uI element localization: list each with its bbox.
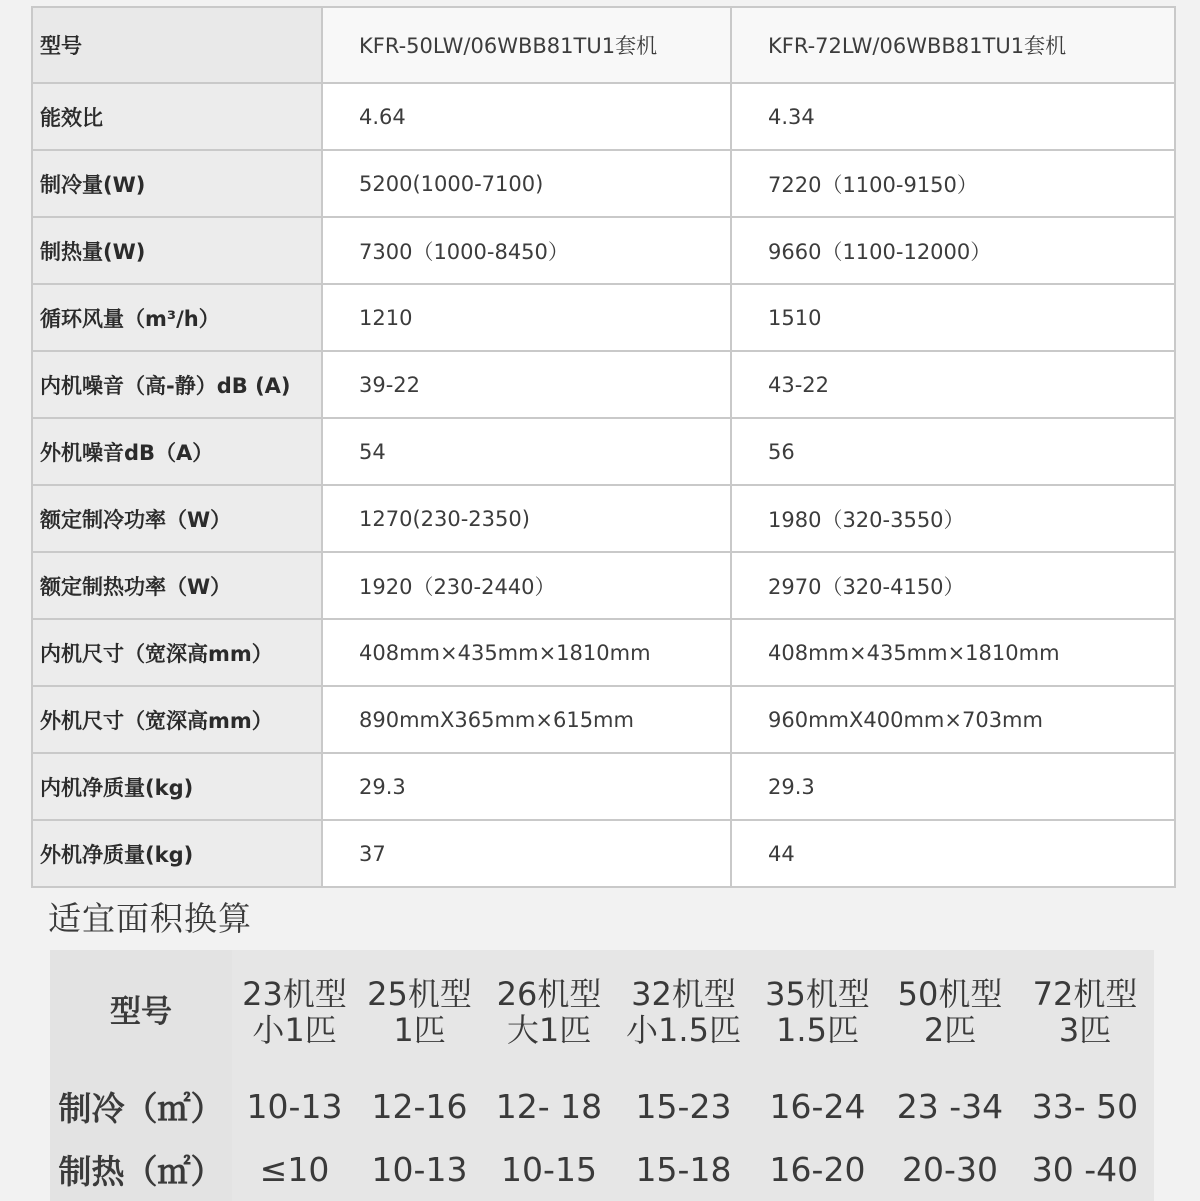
- area-heating-label: 制热（㎡）: [50, 1138, 232, 1201]
- spec-row-label: 内机尺寸（宽深高mm）: [32, 619, 322, 686]
- area-model-code: 23机型: [242, 975, 347, 1014]
- area-table: [50, 950, 1154, 1201]
- spec-row: [32, 284, 1175, 351]
- spec-row-value-b: 1980（320-3550）: [731, 485, 1175, 552]
- area-heating-value: 10-15: [501, 1149, 597, 1189]
- spec-row: [32, 83, 1175, 150]
- spec-row-value-a: 7300（1000-8450）: [322, 217, 731, 284]
- spec-row-value-b: 44: [731, 820, 1175, 887]
- area-model-hp: 1匹: [393, 1011, 446, 1050]
- spec-row-value-b: 29.3: [731, 753, 1175, 820]
- area-model-code: 32机型: [631, 975, 736, 1014]
- area-cooling-value: 23 -34: [896, 1086, 1004, 1126]
- spec-row: [32, 485, 1175, 552]
- area-heating-value: 15-18: [635, 1149, 732, 1189]
- spec-row-value-a: 1270(230-2350): [322, 485, 731, 552]
- area-cooling-label: 制冷（㎡）: [50, 1074, 232, 1137]
- area-model-hp: 1.5匹: [776, 1011, 859, 1050]
- spec-header-model-a: KFR-50LW/06WBB81TU1套机: [322, 7, 731, 83]
- spec-row-value-a: 29.3: [322, 753, 731, 820]
- spec-row: [32, 552, 1175, 619]
- spec-row-value-a: 890mmX365mm×615mm: [322, 686, 731, 753]
- area-model-code: 26机型: [496, 975, 602, 1014]
- area-model-code: 35机型: [765, 975, 870, 1014]
- area-model-hp: 小1.5匹: [626, 1011, 741, 1050]
- spec-row-label: 制热量(W): [32, 217, 322, 284]
- area-model-code: 25机型: [367, 975, 472, 1014]
- area-cooling-value: 10-13: [246, 1086, 343, 1126]
- spec-row-label: 制冷量(W): [32, 150, 322, 217]
- area-model-cell: [357, 950, 482, 1074]
- spec-row: [32, 418, 1175, 485]
- spec-row-value-a: 408mm×435mm×1810mm: [322, 619, 731, 686]
- area-cooling-value: 33- 50: [1031, 1086, 1139, 1126]
- area-model-cell: [482, 950, 616, 1074]
- area-model-hp: 2匹: [923, 1011, 977, 1050]
- spec-row-value-a: 5200(1000-7100): [322, 150, 731, 217]
- area-cooling-value: 12- 18: [495, 1086, 603, 1126]
- area-cooling-value: 15-23: [635, 1086, 732, 1126]
- spec-row-value-b: 43-22: [731, 351, 1175, 418]
- area-model-cell: [751, 950, 884, 1074]
- spec-row-value-a: 37: [322, 820, 731, 887]
- spec-row-value-b: 960mmX400mm×703mm: [731, 686, 1175, 753]
- spec-row-value-a: 54: [322, 418, 731, 485]
- spec-row: [32, 150, 1175, 217]
- spec-row-label: 额定制冷功率（W）: [32, 485, 322, 552]
- spec-row: [32, 351, 1175, 418]
- spec-header-row: [32, 7, 1175, 83]
- spec-row-value-b: 9660（1100-12000）: [731, 217, 1175, 284]
- area-heating-value: 16-20: [769, 1149, 866, 1189]
- area-model-hp: 小1匹: [252, 1011, 337, 1050]
- area-heating-value: 20-30: [902, 1149, 998, 1189]
- spec-row-label: 能效比: [32, 83, 322, 150]
- spec-header-model-b: KFR-72LW/06WBB81TU1套机: [731, 7, 1175, 83]
- spec-row-label: 内机噪音（高-静）dB (A): [32, 351, 322, 418]
- area-model-code: 50机型: [897, 975, 1003, 1014]
- area-model-hp: 大1匹: [506, 1011, 592, 1050]
- spec-row-value-b: 7220（1100-9150）: [731, 150, 1175, 217]
- spec-row-value-b: 1510: [731, 284, 1175, 351]
- area-header-label: 型号: [50, 950, 232, 1074]
- spec-row-value-a: 39-22: [322, 351, 731, 418]
- area-model-cell: [232, 950, 357, 1074]
- spec-row: [32, 686, 1175, 753]
- spec-row: [32, 820, 1175, 887]
- spec-row-value-b: 2970（320-4150）: [731, 552, 1175, 619]
- spec-row-value-a: 1920（230-2440）: [322, 552, 731, 619]
- area-header-row: [50, 950, 1154, 1074]
- area-model-cell: [884, 950, 1016, 1074]
- spec-header-label: 型号: [32, 7, 322, 83]
- area-heating-value: ≤10: [259, 1149, 330, 1189]
- spec-row: [32, 619, 1175, 686]
- spec-row-label: 外机噪音dB（A）: [32, 418, 322, 485]
- area-heating-row: [50, 1138, 1154, 1201]
- spec-row-value-a: 1210: [322, 284, 731, 351]
- area-cooling-row: [50, 1074, 1154, 1137]
- spec-row-value-b: 56: [731, 418, 1175, 485]
- area-model-cell: [1016, 950, 1154, 1074]
- area-heating-value: 10-13: [371, 1149, 468, 1189]
- spec-row: [32, 217, 1175, 284]
- spec-row-label: 外机净质量(kg): [32, 820, 322, 887]
- spec-row-label: 循环风量（m³/h）: [32, 284, 322, 351]
- area-cooling-value: 16-24: [769, 1086, 866, 1126]
- spec-row: [32, 753, 1175, 820]
- area-model-code: 72机型: [1032, 975, 1138, 1014]
- area-model-cell: [616, 950, 751, 1074]
- area-model-hp: 3匹: [1058, 1011, 1112, 1050]
- area-heating-value: 30 -40: [1031, 1149, 1139, 1189]
- area-cooling-value: 12-16: [371, 1086, 468, 1126]
- spec-row-value-a: 4.64: [322, 83, 731, 150]
- area-section-title: 适宜面积换算: [48, 899, 252, 938]
- spec-row-value-b: 408mm×435mm×1810mm: [731, 619, 1175, 686]
- spec-table: [31, 6, 1176, 888]
- spec-row-label: 外机尺寸（宽深高mm）: [32, 686, 322, 753]
- spec-row-label: 内机净质量(kg): [32, 753, 322, 820]
- spec-row-label: 额定制热功率（W）: [32, 552, 322, 619]
- spec-row-value-b: 4.34: [731, 83, 1175, 150]
